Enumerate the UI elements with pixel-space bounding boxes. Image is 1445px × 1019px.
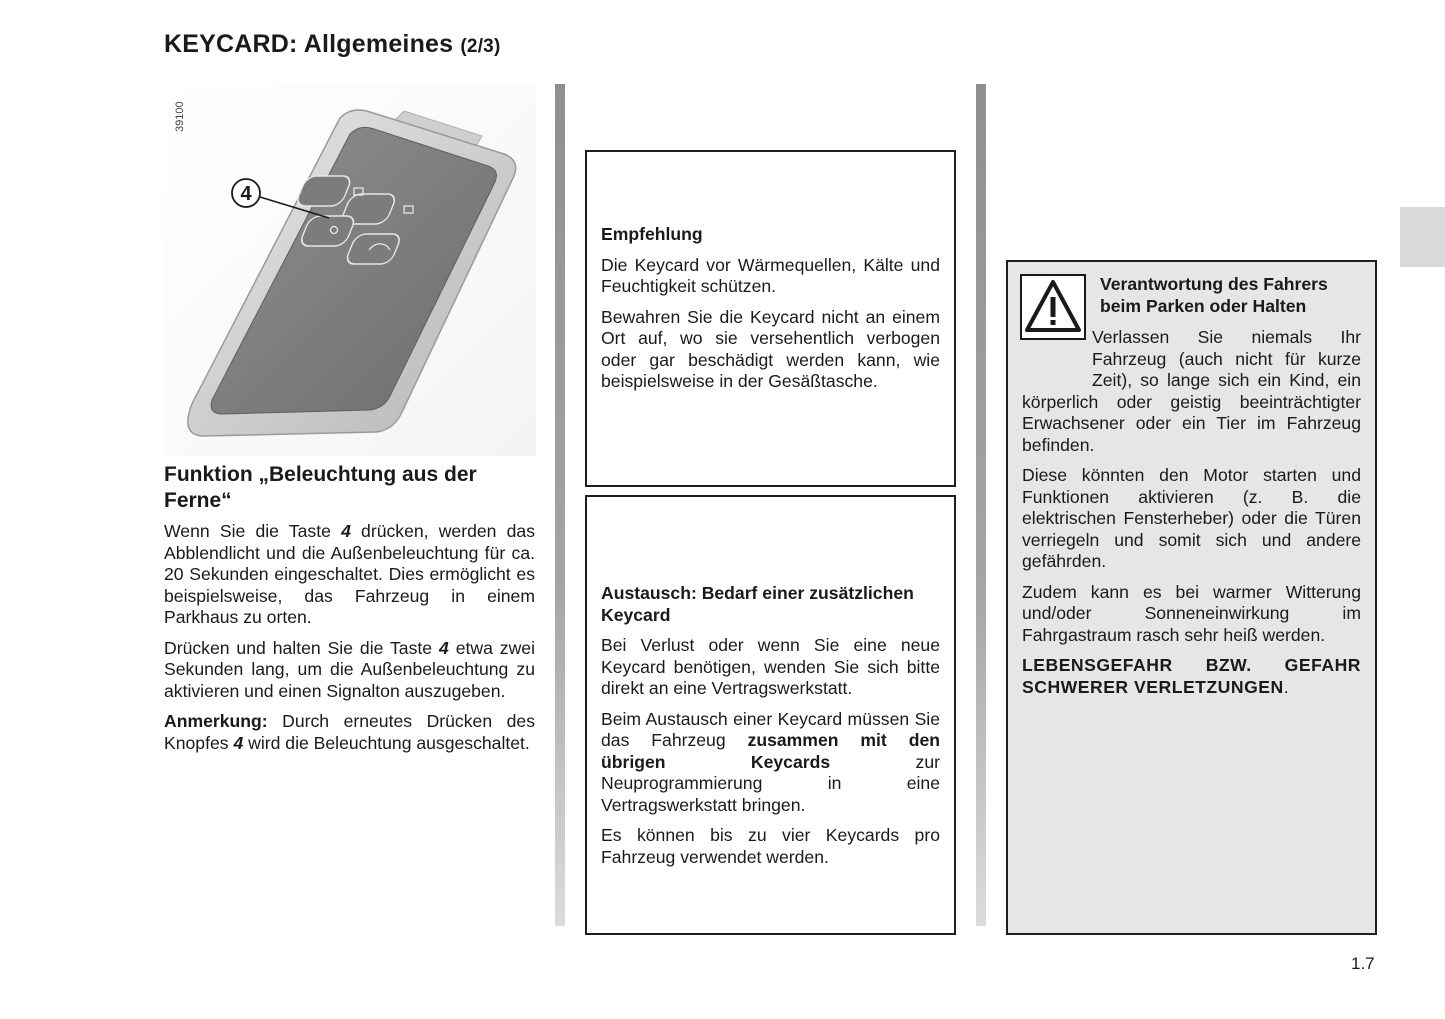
replacement-p1: Bei Verlust oder wenn Sie eine neue Keycard benötigen, wenden Sie sich bitte direkt an eine Vertragswerkstatt. <box>601 635 940 698</box>
key-reference: 4 <box>341 521 351 541</box>
figure-code: 39100 <box>174 101 186 132</box>
callout-label: 4 <box>240 183 252 205</box>
key-reference: 4 <box>233 732 244 753</box>
text-span: Drücken und halten Sie die Taste <box>164 637 439 658</box>
page-number: 1.7 <box>1351 954 1375 973</box>
column-divider-1 <box>555 84 565 926</box>
text-span: drücken, werden das Abblendlicht und die Außenbeleuchtung für ca. 20 Sekunden eingeschaltet. Dies ermöglicht es beispielsweise, das Fahrzeug in einem Parkhaus zu orten. <box>164 521 535 627</box>
recommendation-p1: Die Keycard vor Wärmequellen, Kälte und Feuchtigkeit schützen. <box>601 254 940 296</box>
warning-p3: Zudem kann es bei warmer Witterung und/oder Sonneneinwirkung im Fahrgastraum rasch sehr heiß werden. <box>1022 581 1361 645</box>
icon-spacer <box>1022 327 1092 371</box>
recommendation-heading: Empfehlung <box>601 224 703 244</box>
emphasis: zusammen mit den übrigen Keycards <box>601 730 940 772</box>
note-paragraph <box>164 711 535 754</box>
text-span: zur Neuprogrammierung in eine Vertragswerkstatt bringen. <box>601 751 940 815</box>
page-title <box>164 30 500 59</box>
warning-header <box>1100 274 1366 326</box>
column-divider-2 <box>976 84 986 926</box>
paragraph-1 <box>164 521 535 629</box>
chapter-tab <box>1400 207 1445 267</box>
replacement-heading: Austausch: Bedarf einer zusätzlichen Keycard <box>601 583 914 625</box>
note-label: Anmerkung: <box>164 711 268 731</box>
danger-end: . <box>1283 676 1290 697</box>
danger-text: LEBENSGEFAHR BZW. GEFAHR SCHWERER VERLETZUNGEN <box>1022 655 1361 697</box>
warning-box <box>1006 260 1377 935</box>
warning-p1: Verlassen Sie niemals Ihr Fahrzeug (auch nicht für kurze Zeit), so lange sich ein Kind, ein körperlich oder geistig beeinträchtigter Erwachsener oder ein Tier im Fahrzeug befinden. <box>1022 327 1361 455</box>
recommendation-p2: Bewahren Sie die Keycard nicht an einem Ort auf, wo sie versehentlich verbogen oder gar beschädigt werden kann, wie beispielsweise in der Gesäßtasche. <box>601 306 940 391</box>
section-heading: Funktion „Beleuchtung aus der Ferne“ <box>164 463 477 512</box>
warning-danger <box>1022 655 1361 698</box>
replacement-p2 <box>601 709 940 817</box>
recommendation-box <box>585 150 956 487</box>
warning-body <box>1022 327 1361 707</box>
replacement-p3: Es können bis zu vier Keycards pro Fahrzeug verwendet werden. <box>601 825 940 867</box>
key-reference: 4 <box>438 637 449 658</box>
replacement-box <box>585 495 956 935</box>
warning-heading: Verantwortung des Fahrers beim Parken oder Halten <box>1100 274 1328 316</box>
text-span: Durch erneutes Drücken des Knopfes <box>164 711 535 753</box>
page-title-text: KEYCARD: Allgemeines <box>164 30 454 58</box>
paragraph-2 <box>164 638 535 703</box>
page-title-suffix: (2/3) <box>460 36 501 57</box>
keycard-drawing <box>164 84 536 456</box>
text-span: etwa zwei Sekunden lang, um die Außenbeleuchtung zu aktivieren und einen Signalton auszugeben. <box>164 637 535 701</box>
warning-p2: Diese könnten den Motor starten und Funktionen aktivieren (z. B. die elektrischen Fensterheber) oder die Türen verriegeln und somit sich und andere gefährden. <box>1022 465 1361 571</box>
text-span: Beim Austausch einer Keycard müssen Sie das Fahrzeug <box>601 708 940 750</box>
left-column <box>164 462 535 763</box>
text-span: Wenn Sie die Taste <box>164 521 342 541</box>
text-span: wird die Beleuchtung ausgeschaltet. <box>243 732 530 753</box>
keycard-illustration <box>164 84 536 456</box>
